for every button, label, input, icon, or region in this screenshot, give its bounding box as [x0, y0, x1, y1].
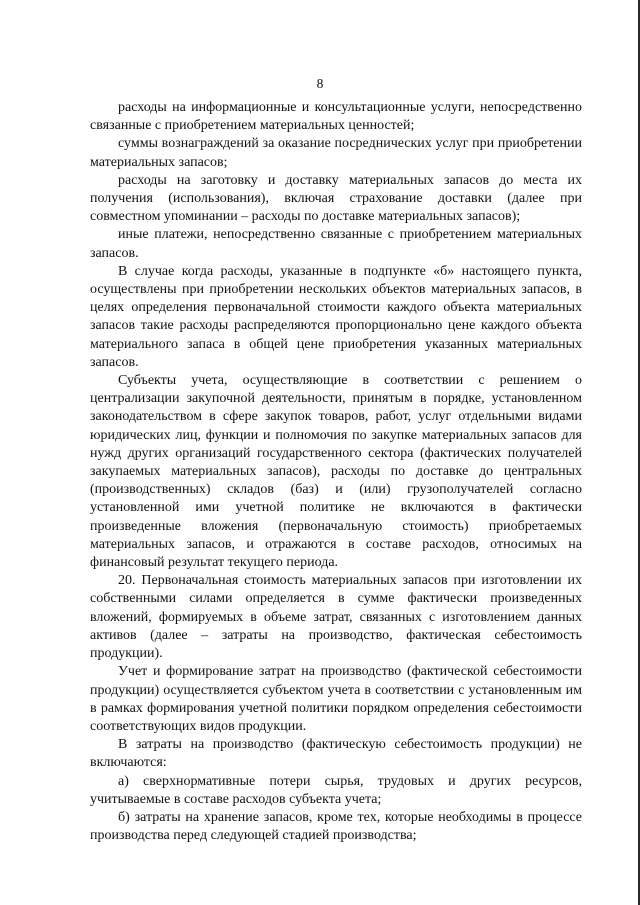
- paragraph: В затраты на производство (фактическую себестоимость продукции) не включаются:: [90, 737, 582, 771]
- document-body: [90, 99, 582, 845]
- paragraph: 20. Первоначальная стоимость материальных запасов при изготовлении их собственными силами определяется в сумме фактически произведенных вложений, формируемых в объеме затрат, связанных с изготовлением данных активов (далее – затраты на производство, фактическая себестоимость продукции).: [90, 573, 582, 662]
- paragraph: иные платежи, непосредственно связанные с приобретением материальных запасов.: [90, 227, 582, 261]
- paragraph: В случае когда расходы, указанные в подпункте «б» настоящего пункта, осуществлены при приобретении нескольких объектов материальных запасов, в целях определения первоначальной стоимости каждого объекта материальных запасов такие расходы распределяются пропорционально цене каждого объекта материального запаса в общей цене приобретения указанных материальных запасов.: [90, 263, 582, 370]
- paragraph: Учет и формирование затрат на производство (фактической себестоимости продукции) осуществляется субъектом учета в соответствии с установленным им в рамках формирования учетной политики порядком определения себестоимости соответствующих видов продукции.: [90, 664, 582, 734]
- paragraph: Субъекты учета, осуществляющие в соответствии с решением о централизации закупочной деятельности, принятым в порядке, установленном законодательством в сфере закупок товаров, работ, услуг отдельными видами юридических лиц, функции и полномочия по закупке материальных запасов для нужд других организаций государственного сектора (фактических получателей закупаемых материальных запасов), расходы по доставке до центральных (производственных) складов (баз) и (или) грузополучателей согласно установленной ими учетной политике не включаются в фактически произведенные вложения (первоначальную стоимость) приобретаемых материальных запасов, и отражаются в составе расходов, относимых на финансовый результат текущего периода.: [90, 373, 582, 571]
- paragraph: расходы на заготовку и доставку материальных запасов до места их получения (использования), включая страхование доставки (далее при совместном упоминании – расходы по доставке материальных запасов);: [90, 172, 582, 225]
- paragraph: расходы на информационные и консультационные услуги, непосредственно связанные с приобретением материальных ценностей;: [90, 100, 582, 134]
- paragraph: б) затраты на хранение запасов, кроме тех, которые необходимы в процессе производства перед следующей стадией производства;: [90, 809, 582, 844]
- paragraph: а) сверхнормативные потери сырья, трудовых и других ресурсов, учитываемые в составе расходов субъекта учета;: [90, 773, 582, 807]
- page-number: 8: [316, 76, 324, 91]
- paragraph: суммы вознаграждений за оказание посреднических услуг при приобретении материальных запасов;: [90, 136, 582, 170]
